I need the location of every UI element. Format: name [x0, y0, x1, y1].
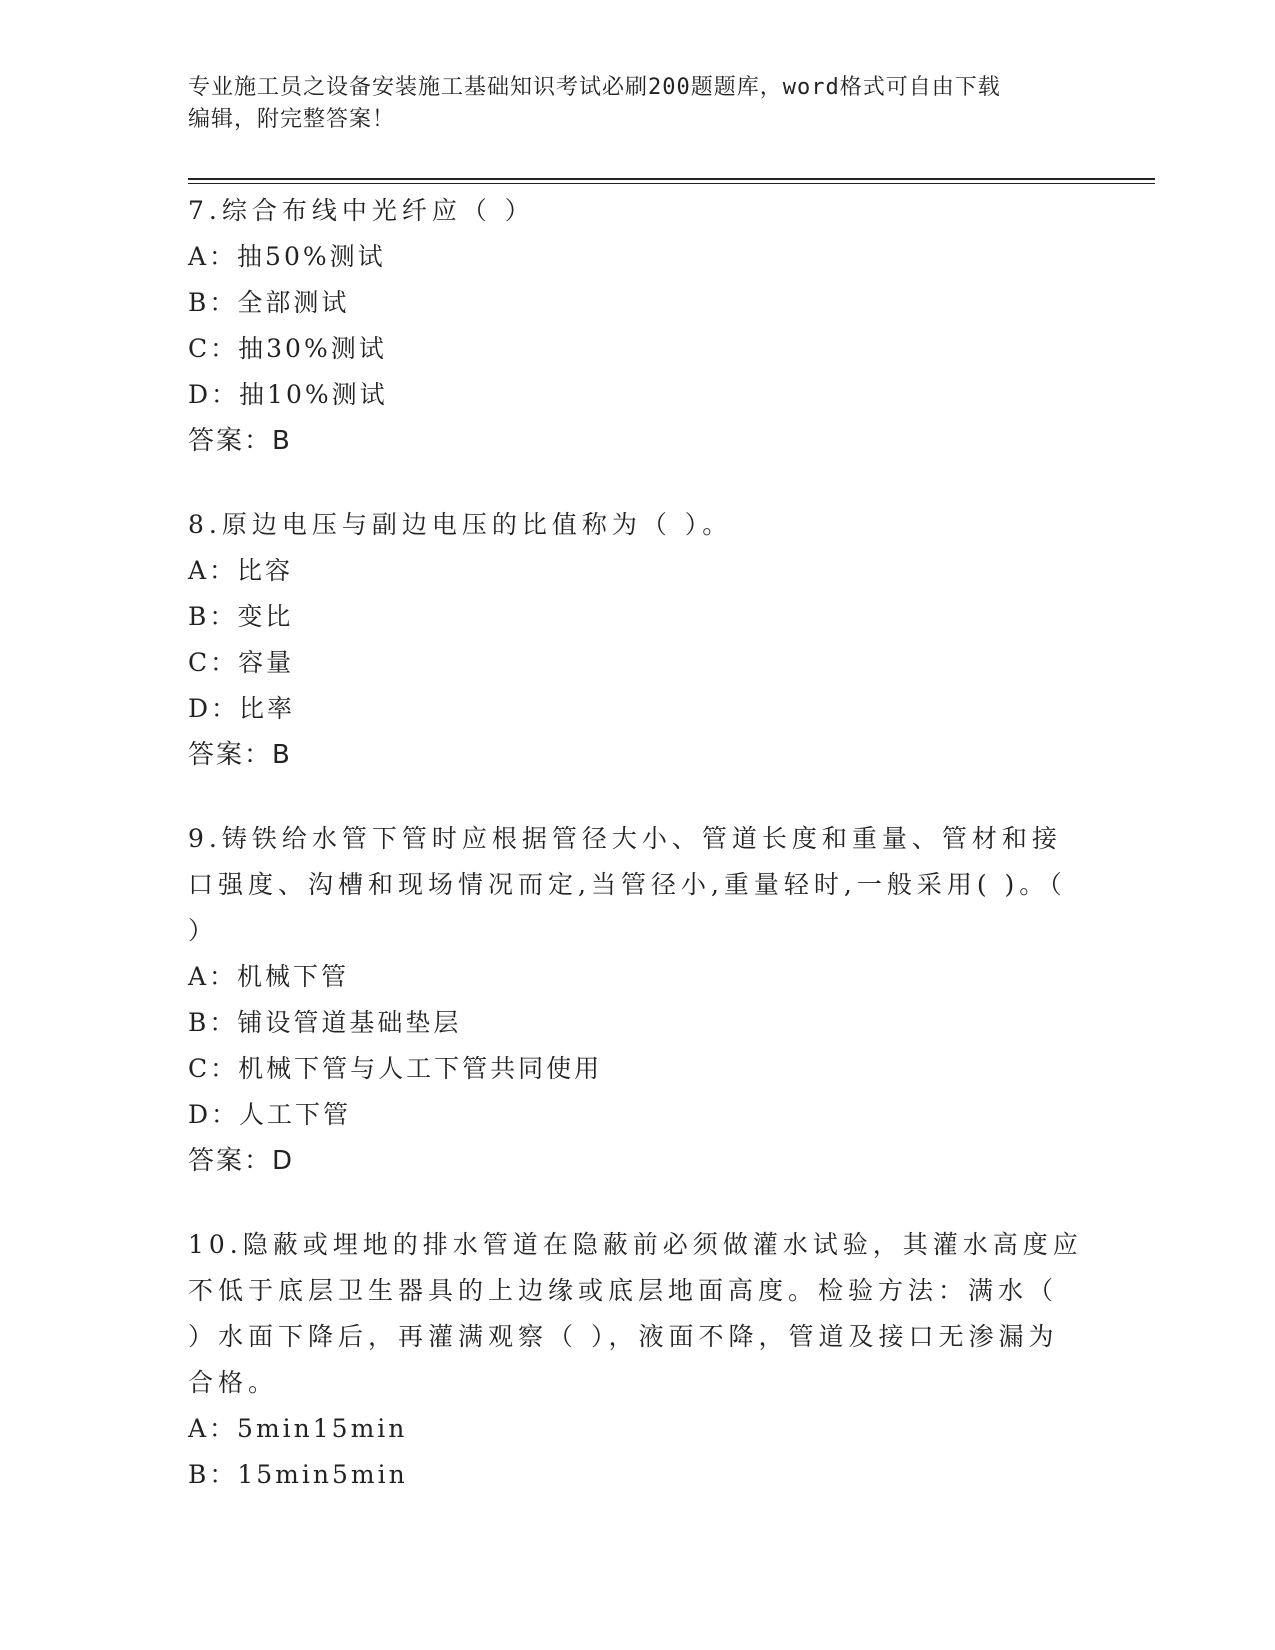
option-a: A：比容 [188, 556, 294, 585]
option-d: D：抽10%测试 [188, 380, 388, 409]
option-b: B：变比 [188, 602, 294, 631]
question-8 [188, 502, 1088, 778]
header-divider [188, 178, 1155, 180]
question-10 [188, 1222, 1088, 1498]
option-c: C：机械下管与人工下管共同使用 [188, 1054, 603, 1083]
option-d: D：比率 [188, 694, 296, 723]
option-b: B：全部测试 [188, 288, 350, 317]
option-c: C：容量 [188, 648, 295, 677]
question-stem: 7.综合布线中光纤应（ ） [188, 196, 535, 225]
answer-line: 答案：B [188, 740, 292, 770]
option-a: A：机械下管 [188, 962, 350, 991]
option-b: B：15min5min [188, 1460, 408, 1489]
option-d: D：人工下管 [188, 1100, 352, 1129]
question-stem: 9.铸铁给水管下管时应根据管径大小、管道长度和重量、管材和接口强度、沟槽和现场情况而定,当管径小,重量轻时,一般采用( )。（ ） [188, 824, 1067, 945]
question-stem: 8.原边电压与副边电压的比值称为（ ）。 [188, 510, 733, 539]
document-title-line-2: 编辑，附完整答案！ [188, 107, 396, 132]
option-a: A：5min15min [188, 1414, 408, 1443]
question-7 [188, 188, 1088, 464]
answer-line: 答案：D [188, 1146, 295, 1176]
question-9 [188, 816, 1088, 1184]
answer-line: 答案：B [188, 426, 292, 456]
question-stem: 10.隐蔽或埋地的排水管道在隐蔽前必须做灌水试验，其灌水高度应不低于底层卫生器具的上边缘或底层地面高度。检验方法：满水（ ）水面下降后，再灌满观察（ ），液面不降，管道及接口无渗漏为合格。 [188, 1230, 1083, 1397]
option-c: C：抽30%测试 [188, 334, 387, 363]
option-b: B：铺设管道基础垫层 [188, 1008, 462, 1037]
option-a: A：抽50%测试 [188, 242, 386, 271]
page-header [188, 72, 1088, 136]
document-title-line-1: 专业施工员之设备安装施工基础知识考试必刷200题题库，word格式可自由下载 [188, 75, 1001, 100]
question-list [188, 188, 1088, 1536]
